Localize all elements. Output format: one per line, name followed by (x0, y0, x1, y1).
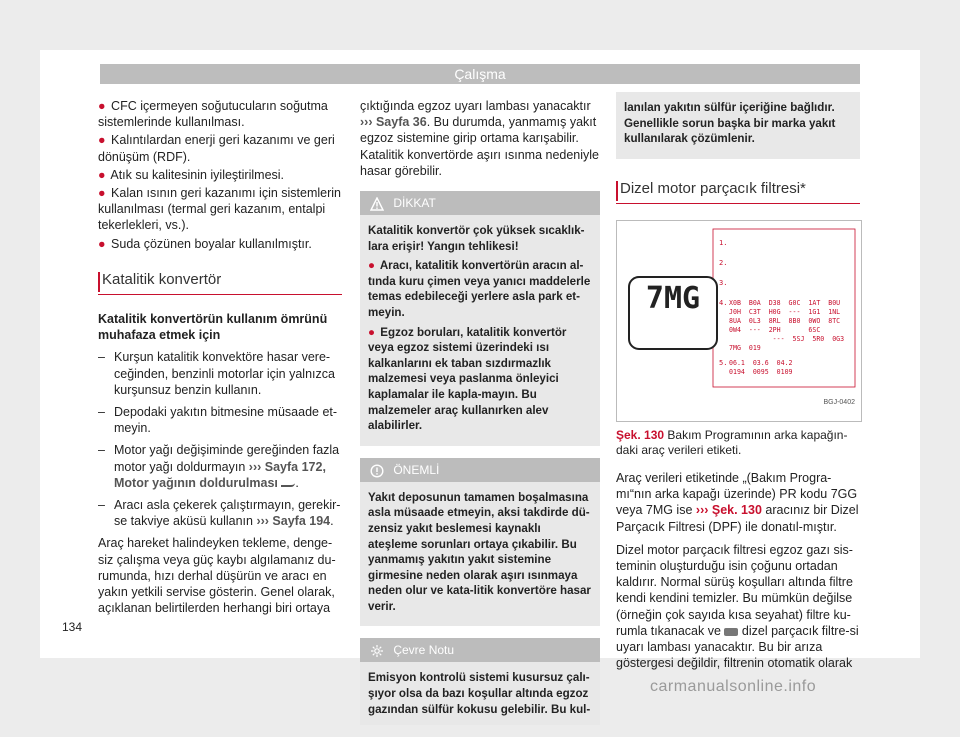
environment-label: Çevre Notu (393, 643, 455, 658)
notice-body (360, 482, 600, 627)
dash-item: – Kurşun katalitik konvektöre hasar vere-ceğinden, benzinli motorlar için yalnızca kurşunsuz benzin kullanın. (98, 350, 335, 397)
figure-line-2: 2. (719, 258, 728, 267)
paragraph (360, 98, 600, 179)
figure-row: 06.1 03.6 04.2 (729, 358, 793, 367)
dash-text: Aracı asla çekerek çalıştırmayın, gerekir-se takviye aküsü kullanın (114, 498, 341, 529)
vehicle-data-label-figure (616, 220, 862, 422)
figure-line-1: 1. (719, 238, 728, 247)
dpf-warning-icon (724, 628, 738, 636)
dash-item: – Aracı asla çekerek çalıştırmayın, gerekir-se takviye aküsü kullanın ››› Sayfa 194. (98, 498, 341, 529)
column-left (98, 98, 342, 623)
environment-box (360, 638, 600, 725)
paragraph (616, 542, 860, 672)
figure-line-4: 4. (719, 298, 728, 307)
bullet-text: Atık su kalitesinin iyileştirilmesi. (110, 167, 285, 182)
environment-body-continued (616, 92, 860, 159)
paragraph-text: aracınız bir Dizel Parçacık Filtresi (DPF) ile donatıl-mıştır. (616, 503, 859, 534)
caution-body (360, 215, 600, 446)
figure-badge: 7MG (645, 280, 701, 316)
paragraph-text: . Bu durumda, yanmamış yakıt egzoz sistemine girip ortama karışabilir. Katalitik konvertörde aşırı ısınma nedeniyle hasar görebilir. (360, 115, 600, 178)
dash-text: Motor yağı değişiminde gereğinden fazla motor yağı doldurmayın (114, 443, 340, 474)
bullet-text: Kalıntılardan enerji geri kazanımı ve geri dönüşüm (RDF). (98, 133, 335, 164)
page-ref-link[interactable]: ››› Sayfa 172, Motor yağının doldurulması (114, 459, 326, 490)
section-title-text: Katalitik konvertör (102, 270, 222, 288)
figure-row: J0H C3T H0G --- 1G1 1NL (729, 307, 841, 316)
section-title-text: Dizel motor parçacık filtresi* (620, 179, 806, 197)
section-title-catalytic (98, 268, 342, 295)
column-right (616, 92, 860, 678)
bullet-icon: ● (98, 236, 106, 251)
figure-line-5: 5. (719, 358, 728, 367)
bullet-icon: ● (98, 99, 106, 113)
figure-row: --- 5SJ 5R0 0G3 (729, 334, 845, 343)
bullet-icon: ● (368, 325, 376, 339)
notice-box (360, 458, 600, 627)
paragraph-text: Araç verileri etiketinde „(Bakım Progra-mı“nın arka kapağı üzerinde) PR kodu 7GG veya 7MG ise (616, 470, 858, 518)
bullet-item (98, 236, 342, 252)
environment-text: Emisyon kontrolü sistemi kusursuz çalı-şıyor olsa da bazı koşullar altında egzoz gazından sülfür kokusu gelebilir. Bu kul- (368, 671, 591, 716)
figure-caption-text: Bakım Programının arka kapağın-daki araç verileri etiketi. (616, 427, 848, 457)
figure-line-3: 3. (719, 278, 728, 287)
page-number: 134 (62, 620, 83, 634)
caution-header (360, 191, 600, 215)
caution-bullet (368, 258, 592, 320)
bullet-icon: ● (98, 133, 106, 148)
section-marker (616, 181, 618, 201)
caution-box (360, 191, 600, 446)
bullet-icon: ● (368, 259, 376, 273)
info-circle-icon (370, 464, 384, 478)
figure-row: 0194 0095 0109 (729, 367, 793, 376)
notice-text: Yakıt deposunun tamamen boşalmasına asla müsaade etmeyin, aksi takdirde dü-zensiz yakıt beslemesi kaynaklı ateşleme sorunları ortaya çıkabilir. Bu yanmamış yakıtın yakıt sistemine girmesine neden olarak aşırı ısınmaya neden olur ve kata-litik konvertöre hasar verir. (368, 490, 591, 613)
bullet-item (98, 132, 342, 164)
page-ref-link[interactable]: ››› Sayfa 194 (256, 514, 331, 529)
dash-suffix: . (295, 475, 299, 490)
leaf-icon (370, 644, 384, 658)
column-middle (360, 98, 600, 737)
bullet-item (98, 185, 342, 234)
figure-code: BGJ-0402 (823, 398, 855, 406)
oil-can-icon (281, 477, 295, 487)
bullet-text: CFC içermeyen soğutucuların soğutma sistemlerinde kullanılması. (98, 99, 328, 130)
figure-row: 8UA 0L3 8RL 8B0 0WO 8TC (729, 316, 841, 325)
dash-item: – Motor yağı değişiminde gereğinden fazla motor yağı doldurmayın ››› Sayfa 172, Motor yağının doldurulması . (98, 443, 340, 490)
figure-ref: Şek. 130 (616, 427, 665, 442)
bullet-icon: ● (98, 167, 106, 182)
subheading: Katalitik konvertörün kullanım ömrünü muhafaza etmek için (98, 312, 328, 343)
bullet-text: Suda çözünen boyalar kullanılmıştır. (111, 236, 312, 251)
environment-text: lanılan yakıtın sülfür içeriğine bağlıdır. Genellikle sorun başka bir marka yakıt kullanılarak çözümlenir. (624, 101, 836, 146)
section-title-dpf (616, 177, 860, 204)
bullet-text: Kalan ısının geri kazanımı için sistemlerin kullanılması (termal geri kazanım, entalpi tekerlekleri, vs.). (98, 186, 342, 233)
notice-header (360, 458, 600, 482)
bullet-item (98, 167, 342, 183)
bullet-item (98, 98, 342, 130)
paragraph (616, 470, 860, 535)
section-marker (98, 272, 100, 292)
caution-bullet-text: Egzoz boruları, katalitik konvertör veya egzoz sistemi üzerindeki ısı kalkanlarını ek taban sızdırmazlık malzemesi veya paslanma önleyici kaplamalar ile kapla-mayın. Bu malzemeler araç kullanırken alev alabilirler. (368, 325, 567, 433)
dash-text: Depodaki yakıtın bitmesine müsaade et-meyin. (114, 405, 338, 436)
paragraph-text: dizel parçacık filtre-si uyarı lambası yanacaktır. Bu bir arıza göstergesi değildir, filtrenin otomatik olarak (616, 623, 859, 671)
caution-bullet (368, 325, 592, 434)
paragraph-text: Dizel motor parçacık filtresi egzoz gazı sis-teminin oluşturduğu isin çoğunu ortadan kaldırır. Normal sürüş koşulları altında filtre kendi kendini temizler. Bu mümkün değilse (örneğin çok sayıda kısa seyahat) filtre ku-rumla tıkanacak ve (616, 542, 853, 638)
dash-item: – Depodaki yakıtın bitmesine müsaade et-meyin. (98, 405, 338, 436)
environment-header (360, 638, 600, 662)
figure-caption (616, 428, 860, 458)
environment-box-continued (616, 92, 860, 159)
caution-label: DİKKAT (393, 196, 436, 211)
page-header: Çalışma (100, 64, 860, 84)
watermark: carmanualsonline.info (650, 678, 817, 695)
figure-ref-link[interactable]: ››› Şek. 130 (695, 503, 762, 518)
page-ref-link[interactable]: ››› Sayfa 36 (360, 115, 427, 130)
notice-label: ÖNEMLİ (393, 462, 440, 477)
paragraph-text: çıktığında egzoz uyarı lambası yanacaktır (360, 99, 591, 113)
paragraph: Araç hareket halindeyken tekleme, denge-siz çalışma veya güç kaybı algılamanız du-rumunda, hızı derhal düşürün ve aracı en yakın yetkili servise gösterin. Genel olarak, açıklanan belirtilerden herhangi biri ortaya (98, 536, 336, 616)
figure-row: 0W4 --- 2PH 6SC (729, 325, 821, 334)
figure-row: 7MG 019 (729, 343, 761, 352)
environment-body (360, 662, 600, 725)
dash-text: Kurşun katalitik konvektöre hasar vere-ceğinden, benzinli motorlar için yalnızca kurşunsuz benzin kullanın. (114, 350, 335, 397)
caution-bullet-text: Aracı, katalitik konvertörün aracın al-tında kuru çimen veya yanıcı maddelerle temas edebileceği yerlere asla park et-meyin. (368, 259, 591, 319)
warning-triangle-icon (370, 197, 384, 211)
bullet-icon: ● (98, 186, 106, 201)
caution-text: Katalitik konvertör çok yüksek sıcaklık-lara erişir! Yangın tehlikesi! (368, 224, 585, 253)
figure-row: X0B B0A D38 G0C 1AT B0U (729, 298, 841, 307)
dash-suffix: . (330, 514, 334, 529)
